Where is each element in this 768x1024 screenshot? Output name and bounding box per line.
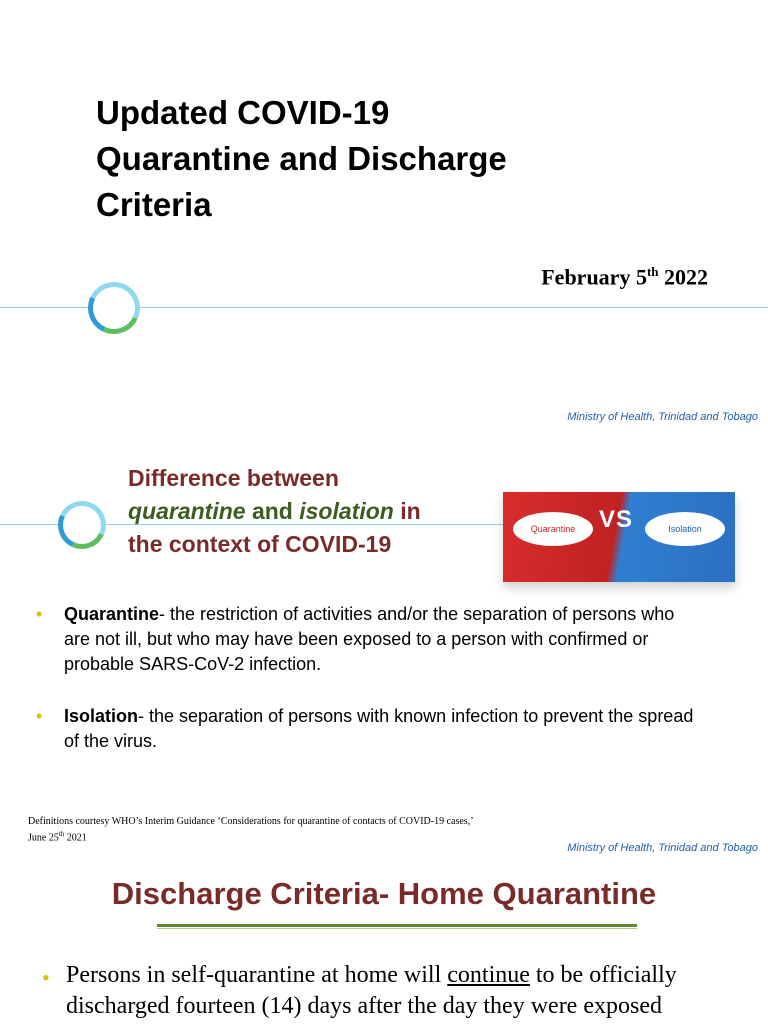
slide-date — [541, 264, 708, 290]
ring-ornament-icon — [81, 275, 148, 342]
heading-and: and — [251, 498, 293, 524]
heading-underline-accent — [157, 928, 637, 929]
title-line-2: Quarantine and Discharge — [96, 140, 507, 177]
bullet-icon: • — [36, 706, 43, 726]
heading-in: in — [400, 498, 421, 524]
vs-label: VS — [599, 506, 634, 533]
quarantine-oval: Quarantine — [513, 512, 593, 546]
definitions-list — [36, 602, 696, 781]
date-text: February 5 — [541, 264, 647, 290]
quarantine-vs-isolation-image — [503, 492, 735, 582]
title-line-1: Updated COVID-19 — [96, 94, 390, 131]
definition-isolation — [36, 704, 696, 754]
footnote-date-superscript: th — [58, 830, 65, 838]
term-quarantine: Quarantine — [64, 604, 160, 624]
definition-quarantine — [36, 602, 696, 677]
discharge-slide — [0, 860, 768, 1024]
divider-line-left — [0, 307, 88, 308]
footnote-text: Definitions courtesy WHO’s Interim Guidance ‘Considerations for quarantine of contacts of COVID-19 cases,’ — [28, 816, 474, 827]
bullet-text-start: Persons in self-quarantine at home will — [66, 962, 448, 988]
date-superscript: th — [646, 264, 659, 279]
heading-underline — [157, 924, 637, 927]
bullet-text — [42, 960, 742, 1022]
source-footnote — [28, 816, 548, 844]
discharge-bullet — [42, 960, 742, 1022]
ministry-credit: Ministry of Health, Trinidad and Tobago — [567, 842, 758, 854]
footnote-date: June 25 — [28, 832, 59, 844]
title-slide — [0, 0, 768, 432]
definition-text: - the separation of persons with known infection to prevent the spread of the virus. — [64, 706, 694, 751]
title-line-3: Criteria — [96, 186, 212, 223]
ring-ornament-icon — [51, 494, 113, 556]
term-isolation: Isolation — [64, 706, 139, 726]
bullet-text-end: to be officially discharged fourteen (14) days after the day they were exposed — [66, 962, 677, 1019]
definition-text: - the restriction of activities and/or the separation of persons who are not ill, but who may have been exposed to a person with confirmed or probable SARS-CoV-2 infection. — [64, 604, 675, 674]
heading-quarantine: quarantine — [128, 498, 246, 524]
heading-line-3: the context of COVID-19 — [128, 531, 392, 557]
slide-title — [96, 90, 507, 228]
bullet-icon: • — [36, 604, 43, 624]
underlined-word: continue — [447, 962, 530, 988]
slide-heading: Discharge Criteria- Home Quarantine — [111, 876, 657, 911]
divider-line-left — [0, 524, 60, 525]
footnote-year: 2021 — [64, 832, 87, 844]
slide-heading — [128, 462, 498, 561]
heading-line-1: Difference between — [128, 465, 339, 491]
heading-isolation: isolation — [299, 498, 394, 524]
divider-line-right — [140, 307, 768, 308]
definitions-slide — [0, 432, 768, 860]
date-year: 2022 — [658, 264, 708, 290]
ministry-credit: Ministry of Health, Trinidad and Tobago — [567, 411, 758, 423]
isolation-oval: Isolation — [645, 512, 725, 546]
bullet-icon: • — [42, 965, 50, 990]
